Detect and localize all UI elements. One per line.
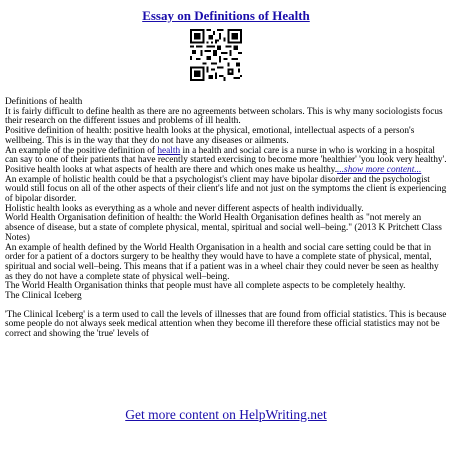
section-heading: The Clinical Iceberg (5, 291, 82, 302)
section-heading: Definitions of health (5, 97, 83, 107)
paragraph: World Health Organisation definition of health: the World Health Organisation defines health as "not merely an absence of disease, but a state of complete physical, mental, spiritual and social well–being." (2013 K Pritchett Class Notes) (5, 213, 442, 243)
paragraph: Positive definition of health: positive health looks at the physical, emotional, intellectual aspects of a person's wellbeing. This is in the way that they do not have any diseases or ailments. (5, 126, 415, 146)
essay-title-link[interactable]: Essay on Definitions of Health (142, 8, 310, 23)
paragraph: Holistic health looks as everything as a whole and never different aspects of health individually. (5, 203, 364, 214)
paragraph: An example of health defined by the World Health Organisation in a health and social care setting could be that in order for a patient of a doctors surgery to be healthy they would have to have a complete state of physical, mental, spiritual and social well–being. This means that if a patient was in a wheel chair they could never be seen as healthy as they do not have a complete state of physical well–being. (5, 242, 439, 282)
essay-body (5, 98, 447, 340)
show-more-link[interactable]: ...show more content... (337, 164, 422, 175)
health-link[interactable]: health (157, 145, 181, 156)
paragraph: It is fairly difficult to define health as there are no agreements between scholars. This is why many sociologists focus their research on the different issues and problems of ill health. (5, 106, 443, 127)
paragraph: An example of holistic health could be that a psychologist's client may have bipolar disorder and the psychologist would still focus on all of the other aspects of their client's life and not just on the symptoms the client is experiencing of bipolar disorder. (5, 174, 447, 205)
paragraph: The World Health Organisation thinks that people must have all complete aspects to be completely healthy. (5, 281, 406, 292)
qr-code-image (190, 29, 242, 81)
paragraph: Positive health looks at what aspects of health are there and which ones make us healthy....show more content... (5, 164, 422, 175)
paragraph: 'The Clinical Iceberg' is a term used to call the levels of illnesses that are found from official statistics. This is because some people do not always seek medical attention when they become ill therefore these official statistics may not be correct and showing the 'true' levels of (5, 309, 447, 340)
paragraph: An example of the positive definition of health in a health and social care is a nurse in who is working in a hospital can say to one of their patients that have recently started exercising to become more 'healthier' 'you look very healthy'. (5, 145, 447, 166)
get-more-content-link[interactable]: Get more content on HelpWriting.net (125, 407, 327, 422)
